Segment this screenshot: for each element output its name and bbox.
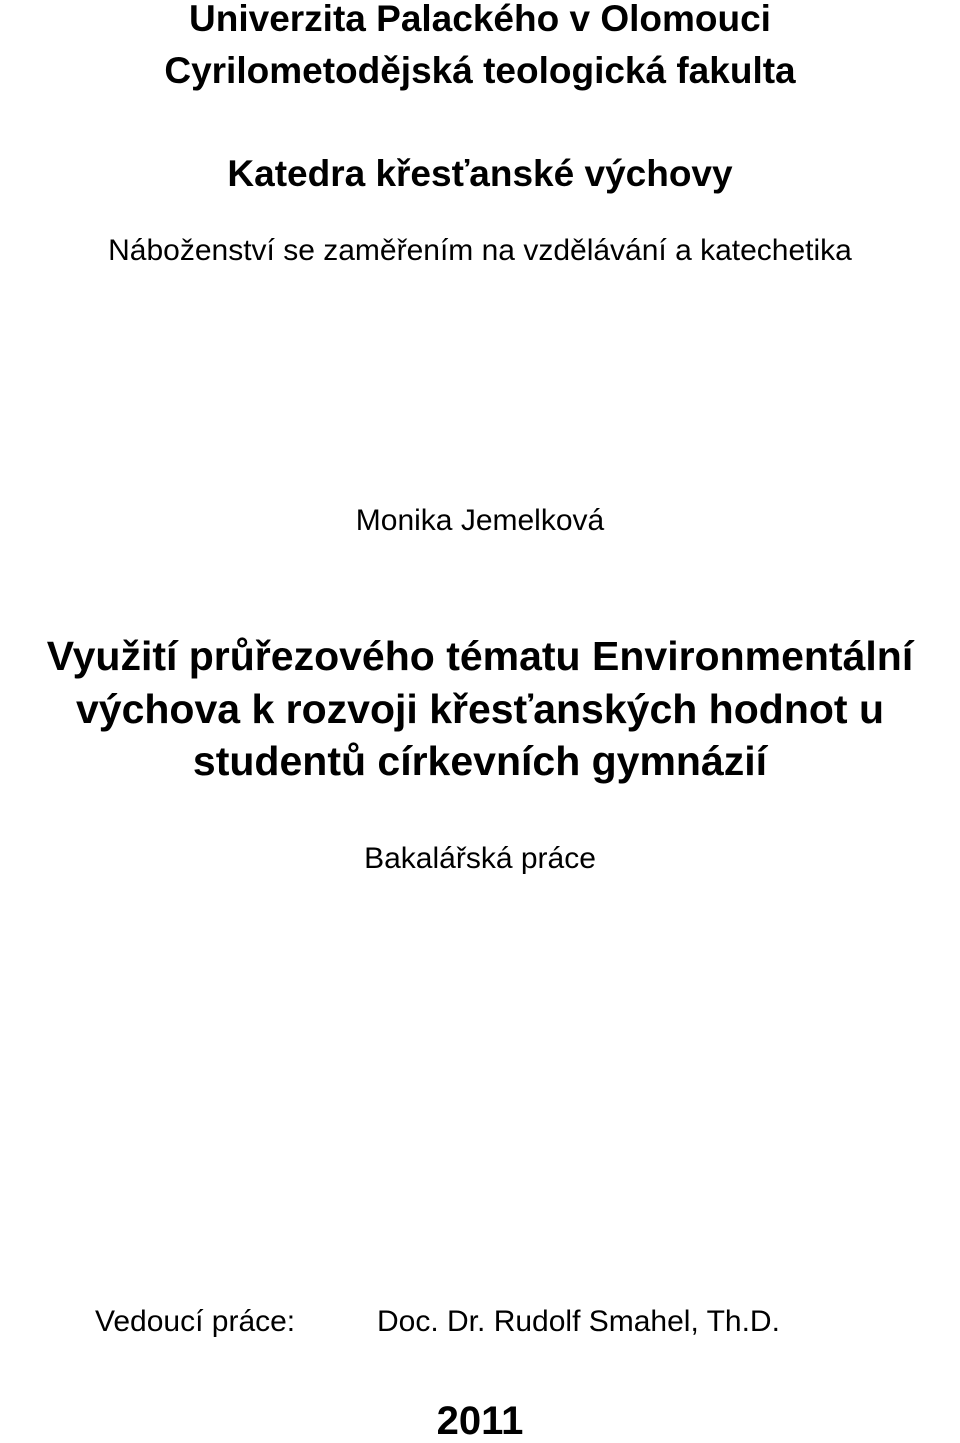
author-name: Monika Jemelková [355, 504, 605, 537]
thesis-title-line: výchova k rozvoji křesťanských hodnot u [75, 686, 884, 732]
year: 2011 [436, 1399, 524, 1443]
university-name: Univerzita Palackého v Olomouci [189, 0, 771, 39]
thesis-title-line: studentů církevních gymnázií [192, 738, 768, 784]
faculty-name: Cyrilometodějská teologická fakulta [164, 50, 796, 91]
supervisor-label: Vedoucí práce: [95, 1305, 296, 1338]
thesis-type: Bakalářská práce [364, 842, 596, 875]
department-name: Katedra křesťanské výchovy [227, 153, 733, 194]
thesis-title-line: Využití průřezového tématu Environmentální [46, 633, 914, 679]
study-program: Náboženství se zaměřením na vzdělávání a katechetika [108, 234, 852, 267]
supervisor-name: Doc. Dr. Rudolf Smahel, Th.D. [377, 1305, 780, 1338]
